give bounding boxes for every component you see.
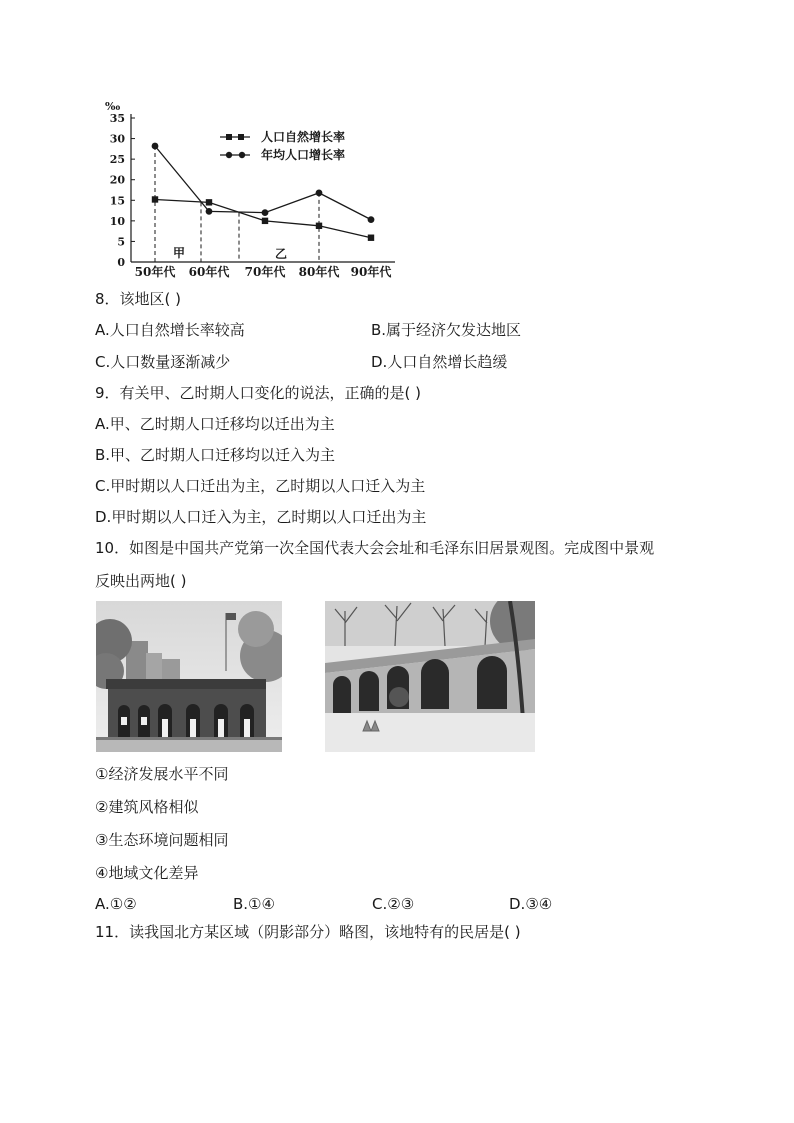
y-unit-label: ‰ bbox=[105, 100, 121, 113]
q10-option-b[interactable]: B.①④ bbox=[233, 895, 275, 913]
x-tick-label: 80年代 bbox=[298, 265, 340, 279]
y-tick-label: 0 bbox=[117, 256, 125, 269]
annotation-jia: 甲 bbox=[173, 246, 186, 260]
q8-stem: 8．该地区( ) bbox=[95, 290, 182, 308]
q9-option-a[interactable]: A.甲、乙时期人口迁移均以迁出为主 bbox=[95, 415, 335, 433]
point-annual-growth bbox=[206, 208, 213, 215]
photo-first-congress-site bbox=[96, 601, 282, 752]
q8-option-b[interactable]: B.属于经济欠发达地区 bbox=[371, 321, 522, 339]
photo-mao-former-residence bbox=[325, 601, 535, 752]
chart-legend bbox=[220, 129, 345, 162]
annotation-yi: 乙 bbox=[275, 247, 288, 261]
q10-stem-line1: 10．如图是中国共产党第一次全国代表大会会址和毛泽东旧居景观图。完成图中景观 bbox=[95, 539, 655, 557]
q8-option-a[interactable]: A.人口自然增长率较高 bbox=[95, 321, 245, 339]
x-tick-label: 70年代 bbox=[244, 265, 286, 279]
point-annual-growth bbox=[368, 216, 375, 223]
y-tick-label: 5 bbox=[117, 235, 125, 249]
point-natural-growth bbox=[316, 223, 322, 229]
q10-statement-1: ①经济发展水平不同 bbox=[95, 765, 229, 783]
point-natural-growth bbox=[152, 196, 158, 202]
point-annual-growth bbox=[316, 189, 323, 196]
point-natural-growth bbox=[206, 199, 212, 205]
q10-statement-3: ③生态环境问题相同 bbox=[95, 831, 229, 849]
q8-option-d[interactable]: D.人口自然增长趋缓 bbox=[371, 353, 508, 371]
population-growth-chart bbox=[95, 98, 405, 280]
y-tick-label: 20 bbox=[109, 173, 125, 187]
q10-statement-4: ④地域文化差异 bbox=[95, 864, 199, 882]
point-annual-growth bbox=[262, 209, 269, 216]
y-tick-label: 30 bbox=[109, 132, 125, 146]
point-annual-growth bbox=[152, 143, 159, 150]
q10-option-c[interactable]: C.②③ bbox=[372, 895, 415, 913]
q10-stem-line2: 反映出两地( ) bbox=[95, 572, 187, 590]
q11-stem: 11．读我国北方某区域（阴影部分）略图，该地特有的民居是( ) bbox=[95, 923, 521, 941]
q9-stem: 9．有关甲、乙时期人口变化的说法，正确的是( ) bbox=[95, 384, 422, 402]
point-natural-growth bbox=[262, 218, 268, 224]
legend-label-annual: 年均人口增长率 bbox=[261, 148, 346, 162]
y-tick-label: 25 bbox=[109, 153, 125, 167]
x-tick-label: 50年代 bbox=[134, 265, 176, 279]
x-tick-label: 90年代 bbox=[350, 265, 392, 279]
q9-option-d[interactable]: D.甲时期以人口迁入为主，乙时期以人口迁出为主 bbox=[95, 508, 427, 526]
y-tick-label: 15 bbox=[109, 194, 125, 208]
legend-label-natural: 人口自然增长率 bbox=[261, 130, 346, 144]
q10-statement-2: ②建筑风格相似 bbox=[95, 798, 199, 816]
x-tick-label: 60年代 bbox=[188, 265, 230, 279]
q10-option-d[interactable]: D.③④ bbox=[509, 895, 553, 913]
point-natural-growth bbox=[368, 235, 374, 241]
y-tick-label: 35 bbox=[109, 112, 125, 125]
q8-option-c[interactable]: C.人口数量逐渐减少 bbox=[95, 353, 231, 371]
q9-option-b[interactable]: B.甲、乙时期人口迁移均以迁入为主 bbox=[95, 446, 336, 464]
q10-option-a[interactable]: A.①② bbox=[95, 895, 137, 913]
y-tick-label: 10 bbox=[109, 214, 125, 228]
q9-option-c[interactable]: C.甲时期以人口迁出为主，乙时期以人口迁入为主 bbox=[95, 477, 426, 495]
